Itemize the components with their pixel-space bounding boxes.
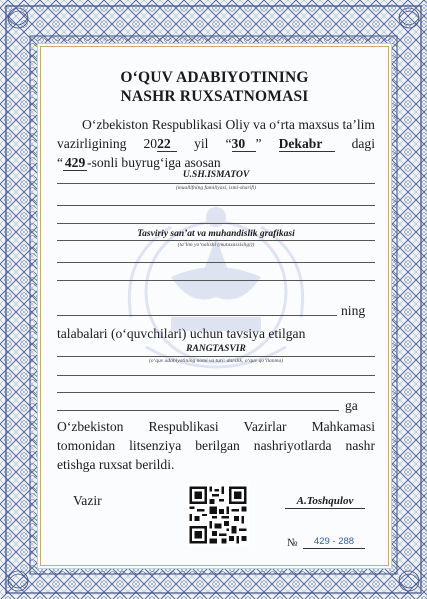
intro-line-1 (57, 115, 375, 134)
specialty-caption: (ta’lim yo‘nalishi (mutaxassisligi)) (177, 242, 255, 248)
title-line-2: NASHR RUXSATNOMASI (120, 88, 309, 105)
day-close-quote: ” (255, 136, 262, 151)
intro-text-3: -sonli buyrug‘iga asosan (87, 155, 221, 170)
intro-text-1: O‘zbekiston Respublikasi Oliy va o‘rta maxsus ta’lim (82, 117, 375, 132)
ga-text: ga (345, 398, 358, 413)
day-open-quote: “ (225, 136, 232, 151)
minister-signature-name: A.Toshqulov (285, 494, 365, 509)
blank-rule-7 (57, 392, 375, 393)
closing-line-2: tomonidan litsenziya berilgan nashriyotlarda nashr (57, 438, 375, 453)
order-open-quote: “ (57, 155, 64, 170)
blank-rule-1 (57, 205, 375, 206)
year-suffix-field: 22 (157, 136, 177, 152)
book-title-value: RANGTASVIR (186, 344, 246, 354)
author-rule (57, 183, 375, 184)
blank-rule-5 (57, 315, 337, 316)
specialty-value: Tasviriy san’at va muhandislik grafikasi (137, 229, 295, 239)
intro-text-2a: vazirligining 20 (57, 136, 158, 151)
students-line: talabalari (o‘quvchilari) uchun tavsiya etilgan (57, 326, 306, 341)
title-line-1: O‘QUV ADABIYOTINING (120, 69, 309, 86)
state-emblem-watermark (101, 197, 331, 397)
blank-rule-6 (57, 375, 375, 376)
certificate-panel (40, 46, 389, 566)
minister-label: Vazir (73, 493, 102, 508)
registration-number: 429 - 288 (303, 535, 365, 549)
number-label: № (287, 537, 298, 549)
closing-line-3: etishga ruxsat berildi. (57, 457, 175, 472)
blank-rule-2 (57, 223, 375, 224)
day-field: 30 (232, 136, 256, 152)
blank-rule-8 (57, 410, 339, 411)
author-caption: (muallifning familiyasi, ismi-sharifi) (175, 185, 257, 191)
book-caption: (o‘quv adabiyotining nomi va turi: darslik, o‘quv qo‘llanma) (148, 358, 284, 364)
intro-text-2c: dagi (351, 136, 375, 151)
blank-rule-3 (57, 262, 375, 263)
intro-text-2b: yil (194, 136, 209, 151)
ning-text: ning (341, 303, 366, 318)
qr-code[interactable] (187, 484, 249, 546)
blank-rule-4 (57, 280, 375, 281)
order-number-field: 429 (64, 155, 86, 170)
specialty-rule (57, 240, 375, 241)
month-field: Dekabr (279, 136, 335, 152)
intro-line-2 (57, 134, 375, 153)
book-rule (57, 356, 375, 357)
author-value: U.SH.ISMATOV (182, 170, 250, 180)
closing-line-1: O‘zbekiston Respublikasi Vazirlar Mahkamasi (57, 419, 375, 434)
